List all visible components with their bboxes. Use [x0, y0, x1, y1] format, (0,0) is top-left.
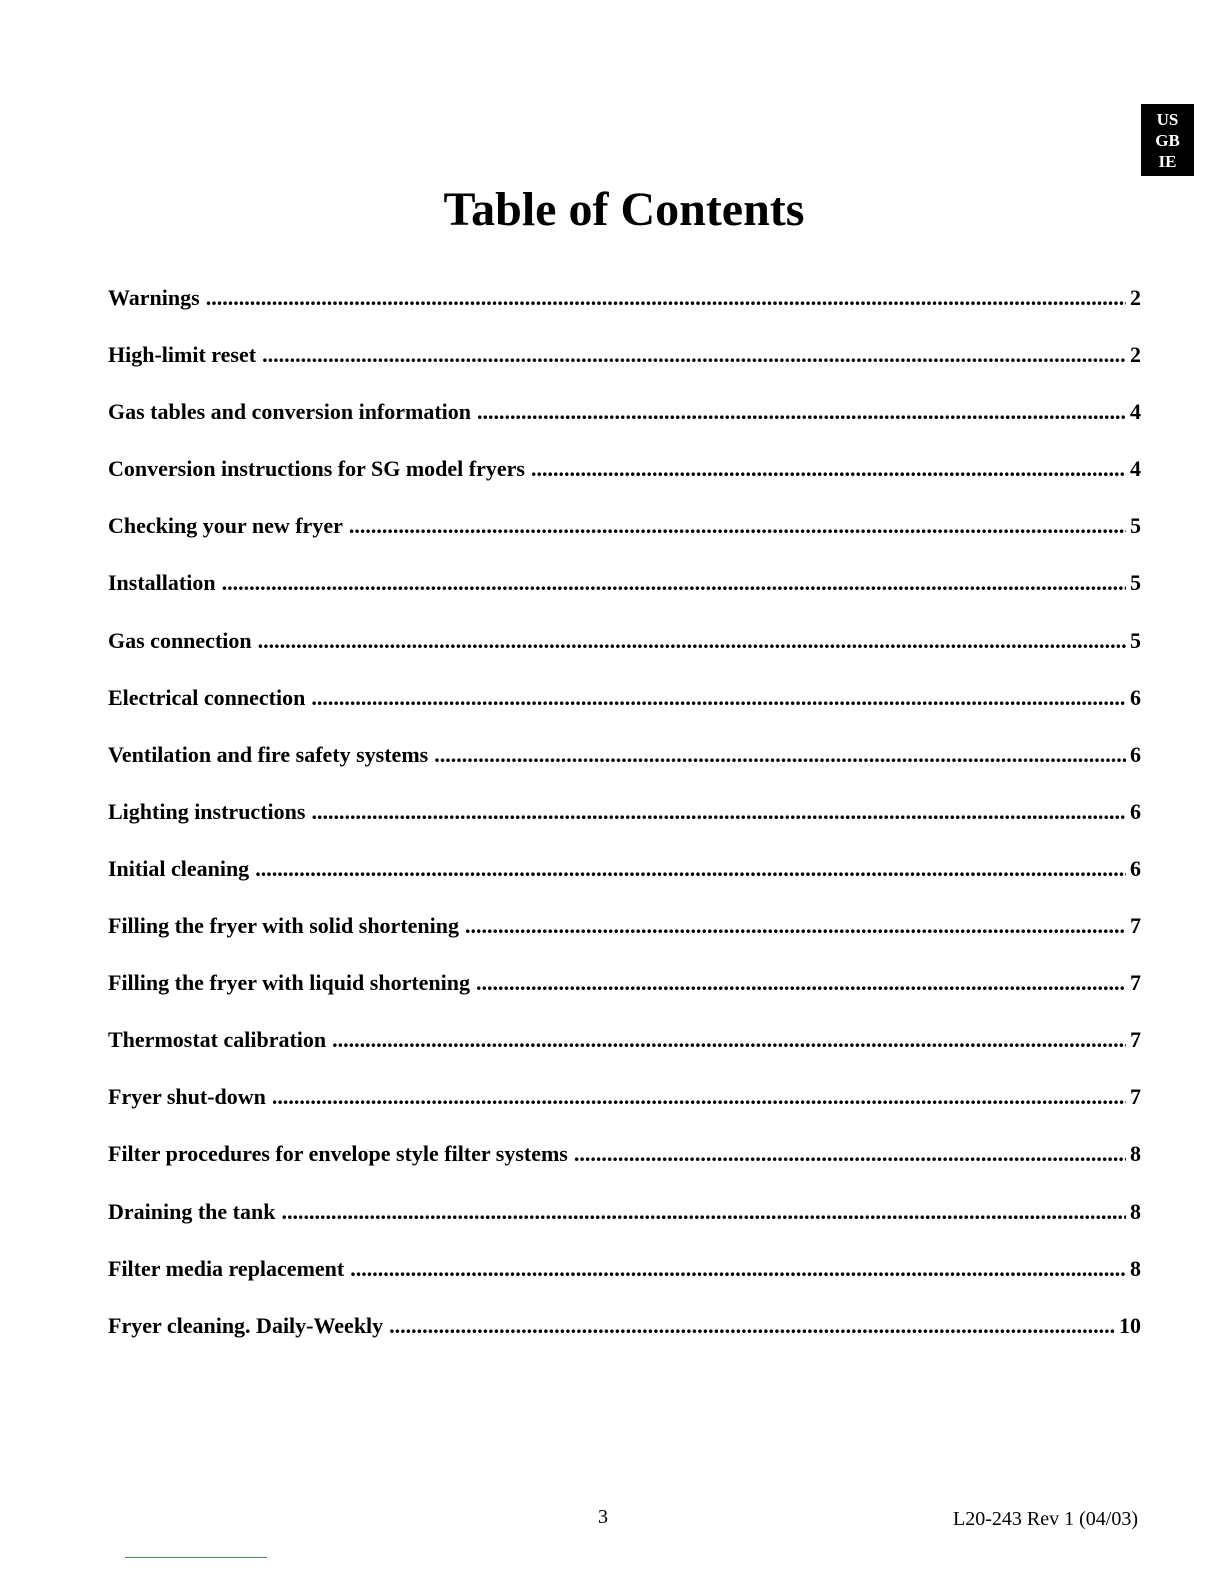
toc-entry[interactable] — [108, 1079, 1141, 1136]
toc-entry[interactable] — [108, 1022, 1141, 1079]
toc-entry-page: 8 — [1130, 1141, 1141, 1167]
toc-entry[interactable] — [108, 737, 1141, 794]
toc-dot-leader — [350, 1251, 1126, 1287]
toc-dot-leader — [434, 737, 1126, 773]
language-code-us: US — [1156, 109, 1179, 129]
toc-dot-leader — [349, 508, 1126, 544]
toc-dot-leader — [311, 794, 1126, 830]
toc-entry-title: Conversion instructions for SG model fryers — [108, 456, 525, 482]
footer-rule — [125, 1557, 267, 1558]
toc-dot-leader — [476, 965, 1126, 1001]
toc-dot-leader — [222, 565, 1126, 601]
toc-entry[interactable] — [108, 337, 1141, 394]
toc-dot-leader — [332, 1022, 1126, 1058]
toc-entry-title: Filling the fryer with solid shortening — [108, 913, 459, 939]
toc-entry-title: Filter procedures for envelope style filter systems — [108, 1141, 568, 1167]
toc-entry[interactable] — [108, 1136, 1141, 1193]
toc-entry-page: 6 — [1130, 684, 1141, 710]
toc-entry[interactable] — [108, 908, 1141, 965]
toc-entry[interactable] — [108, 1308, 1141, 1365]
toc-entry-page: 2 — [1130, 285, 1141, 310]
toc-entry-title: Gas tables and conversion information — [108, 399, 472, 425]
toc-entry-page: 7 — [1130, 1084, 1141, 1110]
toc-entry-page: 5 — [1130, 570, 1141, 596]
toc-entry-title: Installation — [108, 570, 216, 596]
toc-entry-page: 10 — [1119, 1312, 1141, 1338]
toc-dot-leader — [531, 451, 1126, 487]
toc-entry-title: Ventilation and fire safety systems — [108, 741, 429, 767]
toc-entry[interactable] — [108, 623, 1141, 680]
toc-entry-page: 4 — [1130, 456, 1141, 482]
page-title: Table of Contents — [443, 183, 805, 236]
toc-entry-title: Thermostat calibration — [108, 1027, 327, 1053]
toc-entry-page: 5 — [1130, 513, 1141, 539]
toc-entry[interactable] — [108, 451, 1141, 508]
toc-entry-title: Draining the tank — [108, 1198, 276, 1224]
toc-dot-leader — [465, 908, 1126, 944]
toc-entry-page: 7 — [1130, 1027, 1141, 1053]
toc-entry-page: 7 — [1130, 970, 1141, 996]
toc-entry-title: Fryer shut-down — [108, 1084, 266, 1110]
language-code-ie: IE — [1158, 151, 1177, 171]
page-number: 3 — [598, 1506, 608, 1528]
toc-entry[interactable] — [108, 851, 1141, 908]
toc-entry[interactable] — [108, 1194, 1141, 1251]
toc-dot-leader — [206, 280, 1126, 316]
toc-entry-page: 4 — [1130, 399, 1141, 425]
toc-entry[interactable] — [108, 280, 1141, 337]
toc-entry-page: 2 — [1130, 342, 1141, 368]
toc-entry[interactable] — [108, 794, 1141, 851]
toc-entry-title: Lighting instructions — [108, 798, 306, 824]
toc-entry-title: Checking your new fryer — [108, 513, 343, 539]
toc-dot-leader — [477, 394, 1126, 430]
toc-entry-page: 5 — [1130, 627, 1141, 653]
toc-dot-leader — [262, 337, 1126, 373]
toc-dot-leader — [311, 680, 1126, 716]
toc-entry[interactable] — [108, 508, 1141, 565]
toc-entry-page: 7 — [1130, 913, 1141, 939]
toc-entry-title: Fryer cleaning. Daily-Weekly — [108, 1312, 384, 1338]
toc-entry[interactable] — [108, 680, 1141, 737]
toc-entry[interactable] — [108, 1251, 1141, 1308]
language-code-gb: GB — [1155, 130, 1180, 150]
toc-entry-title: Electrical connection — [108, 684, 306, 710]
toc-entry-title: Warnings — [108, 285, 200, 310]
table-of-contents — [108, 280, 1141, 1365]
toc-dot-leader — [255, 851, 1126, 887]
toc-entry-page: 8 — [1130, 1255, 1141, 1281]
toc-dot-leader — [272, 1079, 1126, 1115]
toc-entry-page: 8 — [1130, 1198, 1141, 1224]
toc-dot-leader — [281, 1194, 1126, 1230]
toc-dot-leader — [258, 623, 1126, 659]
toc-entry-title: Initial cleaning — [108, 855, 250, 881]
document-reference: L20-243 Rev 1 (04/03) — [953, 1508, 1138, 1530]
toc-dot-leader — [574, 1136, 1126, 1172]
toc-entry-title: High-limit reset — [108, 342, 257, 368]
toc-entry-title: Filling the fryer with liquid shortening — [108, 970, 471, 996]
toc-entry[interactable] — [108, 965, 1141, 1022]
toc-entry-page: 6 — [1130, 741, 1141, 767]
toc-entry-page: 6 — [1130, 855, 1141, 881]
toc-dot-leader — [389, 1308, 1115, 1344]
toc-entry[interactable] — [108, 565, 1141, 622]
toc-entry-title: Filter media replacement — [108, 1255, 345, 1281]
toc-entry-page: 6 — [1130, 798, 1141, 824]
toc-entry[interactable] — [108, 394, 1141, 451]
language-badge — [1141, 104, 1194, 176]
toc-entry-title: Gas connection — [108, 627, 252, 653]
